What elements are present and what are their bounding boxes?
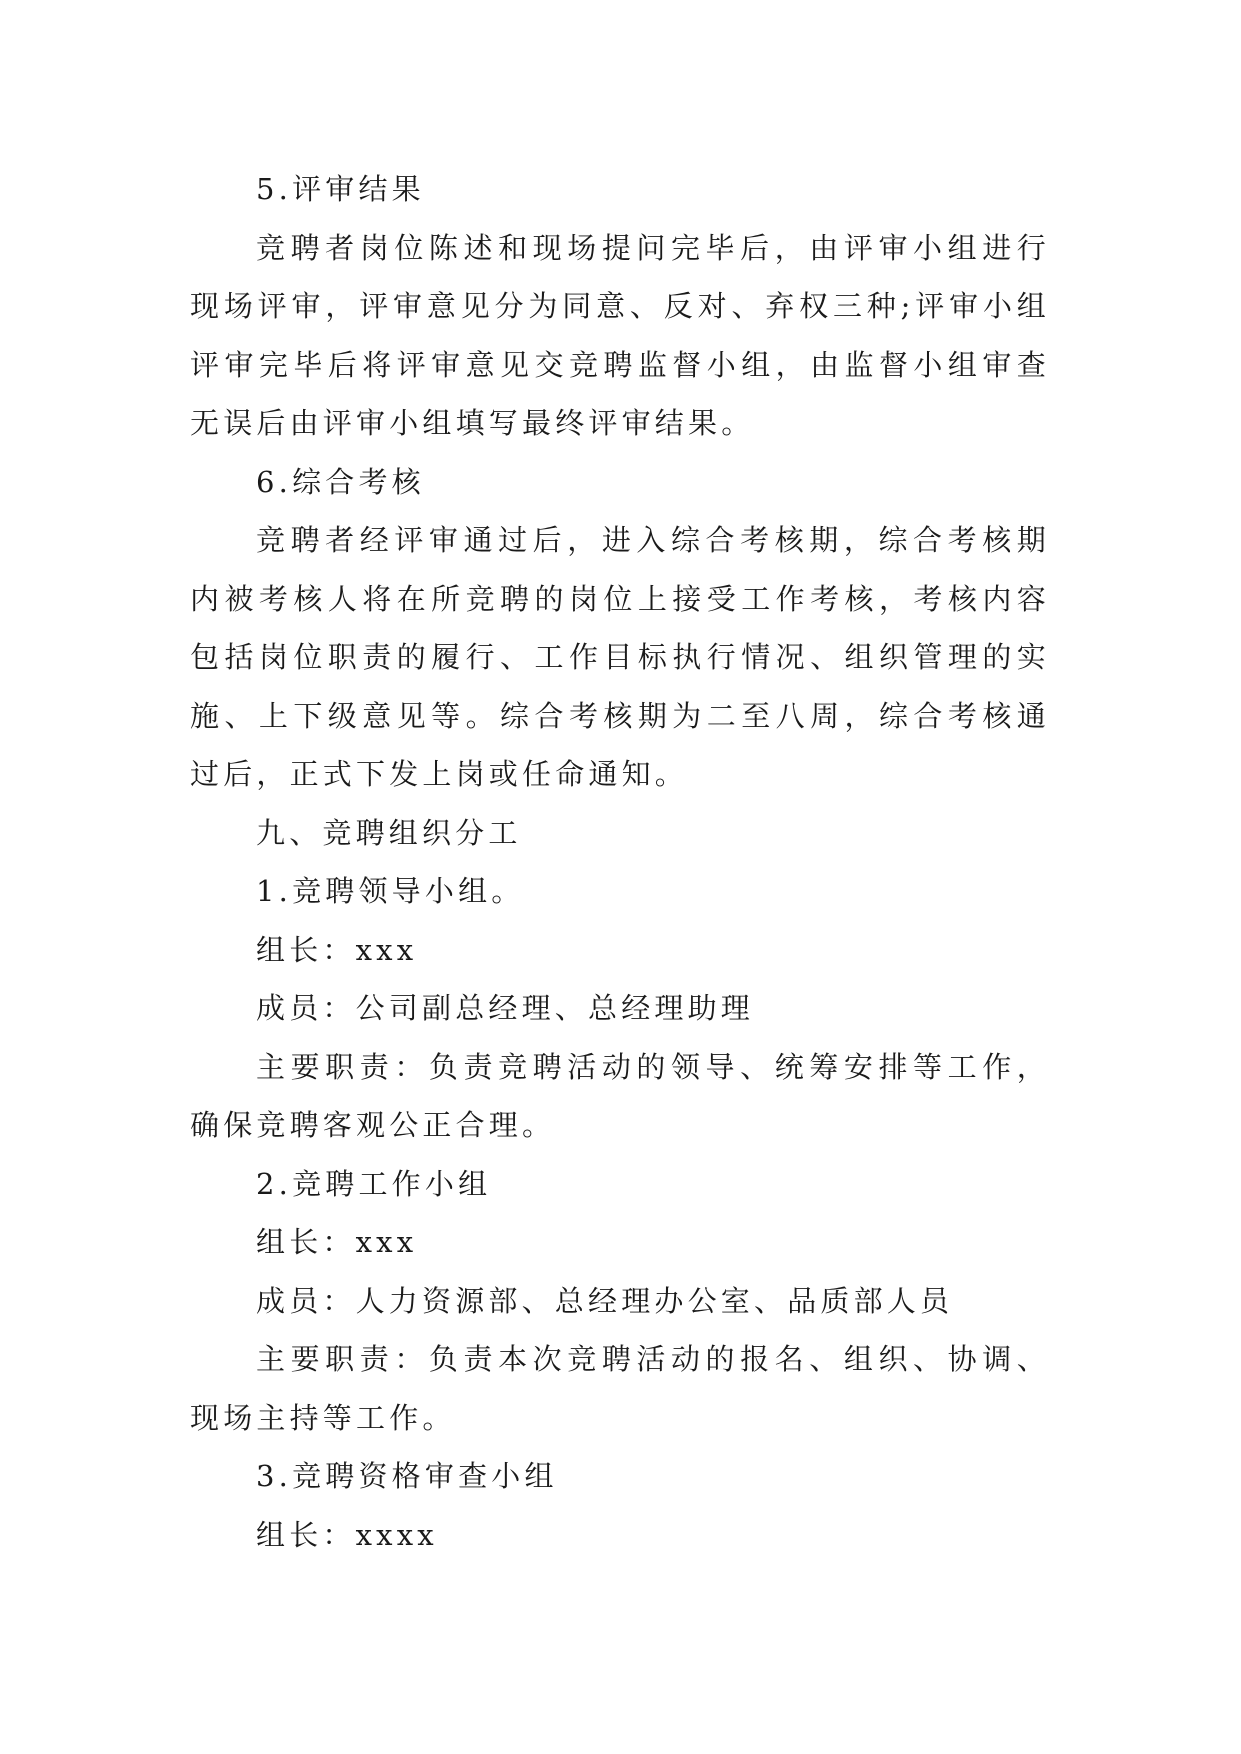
section-heading-comprehensive-assessment: 6.综合考核 xyxy=(256,464,425,499)
paragraph-assessment-period: 竞聘者经评审通过后，进入综合考核期，综合考核期内被考核人将在所竞聘的岗位上接受工作考核，考核内容包括岗位职责的履行、工作目标执行情况、组织管理的实施、上下级意见等。综合考核期为二至八周，综合考核通过后，正式下发上岗或任命通知。 xyxy=(190,523,1050,791)
qualification-group-leader: 组长：xxxx xyxy=(256,1517,438,1552)
working-group-members: 成员：人力资源部、总经理办公室、品质部人员 xyxy=(256,1283,954,1318)
paragraph-review-process: 竞聘者岗位陈述和现场提问完毕后，由评审小组进行现场评审，评审意见分为同意、反对、弃权三种;评审小组评审完毕后将评审意见交竞聘监督小组，由监督小组审查无误后由评审小组填写最终评审结果。 xyxy=(190,230,1050,440)
working-group-leader: 组长：xxx xyxy=(256,1225,418,1259)
subheading-working-group: 2.竞聘工作小组 xyxy=(256,1166,492,1201)
subheading-leadership-group: 1.竞聘领导小组。 xyxy=(256,874,525,908)
leadership-group-leader: 组长：xxx xyxy=(256,932,418,967)
subheading-qualification-review-group: 3.竞聘资格审查小组 xyxy=(256,1459,558,1493)
working-group-duties: 主要职责：负责本次竞聘活动的报名、组织、协调、现场主持等工作。 xyxy=(190,1342,1050,1435)
document-body xyxy=(190,160,1050,1564)
section-heading-review-result: 5.评审结果 xyxy=(256,172,425,206)
leadership-group-duties: 主要职责：负责竞聘活动的领导、统筹安排等工作，确保竞聘客观公正合理。 xyxy=(190,1049,1050,1142)
leadership-group-members: 成员：公司副总经理、总经理助理 xyxy=(256,991,755,1025)
section-heading-organization: 九、竞聘组织分工 xyxy=(256,815,522,850)
